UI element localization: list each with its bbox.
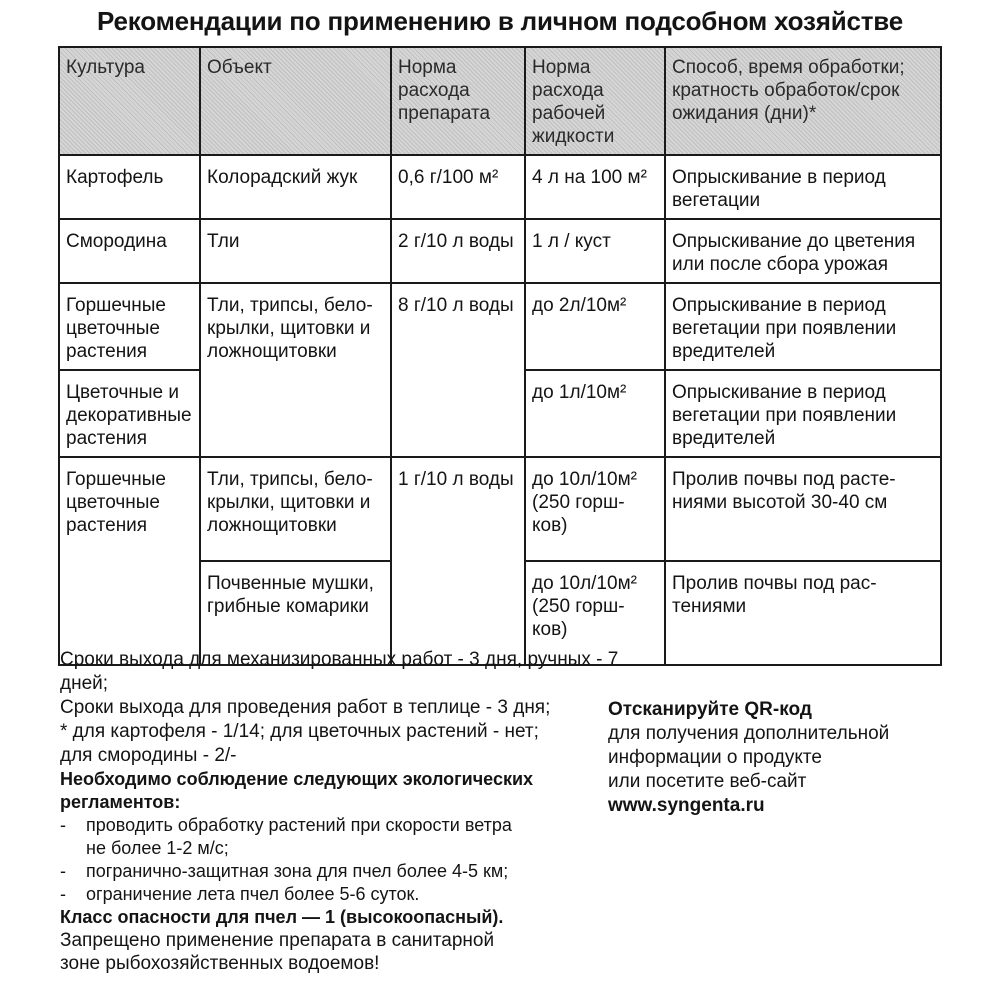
cell-method: Опрыскивание до цветения или после сбора урожая: [665, 219, 941, 283]
cell-method: Опрыскивание в период вегетации при появлении вредителей: [665, 283, 941, 370]
cell-object: Тли: [200, 219, 391, 283]
cell-rate: 1 г/10 л воды: [391, 457, 525, 665]
cell-liquid: до 1л/10м²: [525, 370, 665, 457]
cell-method: Пролив почвы под расте- ниями высотой 30-40 см: [665, 457, 941, 561]
table-row: [59, 457, 941, 561]
list-item-text: погранично-защитная зона для пчел более 4-5 км;: [86, 861, 509, 881]
footnote-line: для смородины - 2/-: [60, 745, 237, 766]
dash-bullet: -: [60, 815, 66, 835]
cell-object: Тли, трипсы, бело- крылки, щитовки и ложнощитовки: [200, 457, 391, 561]
bee-hazard-class: Класс опасности для пчел — 1 (высокоопасный).: [60, 907, 504, 927]
footnote-line: * для картофеля - 1/14; для цветочных растений - нет;: [60, 721, 539, 742]
cell-liquid: 1 л / куст: [525, 219, 665, 283]
page-title: Рекомендации по применению в личном подсобном хозяйстве: [97, 6, 903, 36]
cell-culture: Цветочные и декоративные растения: [59, 370, 200, 457]
qr-line: или посетите веб-сайт: [608, 771, 807, 792]
footnote-line: Сроки выхода для проведения работ в теплице - 3 дня;: [60, 697, 551, 718]
cell-rate: 2 г/10 л воды: [391, 219, 525, 283]
recommendations-table: [58, 46, 942, 666]
ecology-list: [60, 814, 620, 906]
website-link[interactable]: www.syngenta.ru: [608, 795, 765, 816]
header-preparation-rate: Норма расхода препарата: [391, 47, 525, 155]
header-culture: Культура: [59, 47, 200, 155]
list-item-text: проводить обработку растений при скорости ветра не более 1-2 м/с;: [86, 815, 512, 858]
cell-culture: Картофель: [59, 155, 200, 219]
cell-liquid: до 10л/10м² (250 горш- ков): [525, 561, 665, 665]
dash-bullet: -: [60, 861, 66, 881]
list-item: [60, 860, 620, 883]
cell-object: Почвенные мушки, грибные комарики: [200, 561, 391, 665]
header-object: Объект: [200, 47, 391, 155]
list-item: [60, 883, 620, 906]
cell-culture: Горшечные цветочные растения: [59, 283, 200, 370]
qr-line: информации о продукте: [608, 747, 822, 768]
cell-method: Опрыскивание в период вегетации: [665, 155, 941, 219]
cell-culture: Смородина: [59, 219, 200, 283]
table-row: [59, 155, 941, 219]
cell-rate: 8 г/10 л воды: [391, 283, 525, 457]
cell-liquid: 4 л на 100 м²: [525, 155, 665, 219]
header-liquid-rate: Норма расхода рабочей жидкости: [525, 47, 665, 155]
list-item-text: ограничение лета пчел более 5-6 суток.: [86, 884, 420, 904]
cell-method: Пролив почвы под рас- тениями: [665, 561, 941, 665]
table-row: [59, 283, 941, 370]
table-row: [59, 219, 941, 283]
ecology-section: [60, 768, 620, 975]
footnote-line: Сроки выхода для механизированных работ - 3 дня, ручных - 7 дней;: [60, 649, 619, 694]
cell-method: Опрыскивание в период вегетации при появлении вредителей: [665, 370, 941, 457]
footnotes: [60, 648, 620, 768]
qr-heading: Отсканируйте QR-код: [608, 699, 812, 720]
cell-liquid: до 2л/10м²: [525, 283, 665, 370]
qr-info: [608, 698, 938, 818]
cell-object: Колорадский жук: [200, 155, 391, 219]
cell-liquid: до 10л/10м² (250 горш- ков): [525, 457, 665, 561]
header-method: Способ, время обработки; кратность обработок/срок ожидания (дни)*: [665, 47, 941, 155]
ecology-heading: Необходимо соблюдение следующих экологических регламентов:: [60, 769, 534, 812]
dash-bullet: -: [60, 884, 66, 904]
cell-object: Тли, трипсы, бело- крылки, щитовки и ложнощитовки: [200, 283, 391, 457]
cell-culture: Горшечные цветочные растения: [59, 457, 200, 665]
qr-line: для получения дополнительной: [608, 723, 890, 744]
prohibition-notice: Запрещено применение препарата в санитарной зоне рыбохозяйственных водоемов!: [60, 930, 495, 974]
table-header-row: [59, 47, 941, 155]
cell-rate: 0,6 г/100 м²: [391, 155, 525, 219]
list-item: [60, 814, 620, 860]
